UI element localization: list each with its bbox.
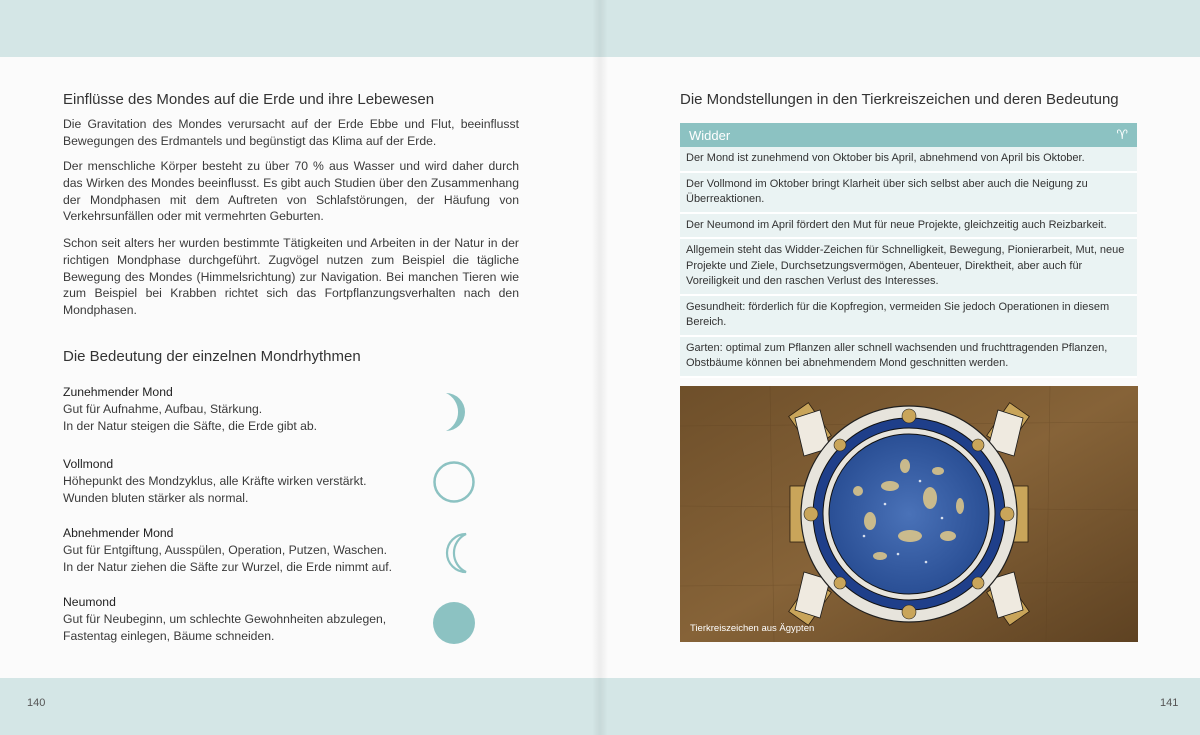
table-row: Gesundheit: förderlich für die Kopfregion, vermeiden Sie jedoch Operationen in diesem Bereich. xyxy=(680,296,1137,337)
table-title: Widder xyxy=(689,127,731,143)
photo-caption: Tierkreiszeichen aus Ägypten xyxy=(690,623,815,634)
full-moon-icon xyxy=(432,460,476,504)
table-header xyxy=(680,123,1137,147)
rhythm-title: Vollmond xyxy=(63,457,114,471)
waning-moon-icon xyxy=(432,531,476,575)
rhythm-full xyxy=(63,456,423,506)
rhythm-line: Gut für Neubeginn, um schlechte Gewohnheiten abzulegen, xyxy=(63,611,387,626)
waxing-moon-icon xyxy=(432,390,476,434)
zodiac-table xyxy=(680,123,1137,378)
table-row: Der Mond ist zunehmend von Oktober bis April, abnehmend von April bis Oktober. xyxy=(680,147,1137,173)
table-row: Garten: optimal zum Pflanzen aller schnell wachsenden und fruchttragenden Pflanzen, Obstbäume können bei abnehmendem Mond geschnitten werden. xyxy=(680,337,1137,378)
rhythm-title: Abnehmender Mond xyxy=(63,526,174,540)
rhythm-line: Fastentag einlegen, Bäume schneiden. xyxy=(63,628,275,643)
rhythm-waning xyxy=(63,525,423,575)
aries-symbol-icon: ♈ xyxy=(1116,127,1128,143)
table-row: Der Vollmond im Oktober bringt Klarheit über sich selbst aber auch die Neigung zu Überreaktionen. xyxy=(680,173,1137,214)
right-heading: Die Mondstellungen in den Tierkreiszeichen und deren Bedeutung xyxy=(680,91,1119,108)
paragraph-3: Schon seit alters her wurden bestimmte Tätigkeiten und Arbeiten in der Natur in der richtigen Mondphase durchgeführt. Zugvögel nutzen zum Beispiel die tägliche Bewegung des Mondes (Himmelsrichtung) zur Navigation. Bei manchen Tieren wie zum Beispiel bei Krabben richtet sich das Fortpflanzungsverhalten nach den Mondphasen. xyxy=(63,236,519,318)
rhythm-title: Zunehmender Mond xyxy=(63,385,173,399)
new-moon-icon xyxy=(432,601,476,645)
book-gutter xyxy=(592,0,608,735)
rhythm-line: Wunden bluten stärker als normal. xyxy=(63,490,249,505)
rhythms-heading: Die Bedeutung der einzelnen Mondrhythmen xyxy=(63,348,361,365)
page-number-left: 140 xyxy=(27,697,46,709)
rhythm-line: Höhepunkt des Mondzyklus, alle Kräfte wirken verstärkt. xyxy=(63,473,367,488)
egyptian-zodiac-photo xyxy=(680,386,1138,642)
paragraph-2: Der menschliche Körper besteht zu über 70 % aus Wasser und wird daher durch das Wirken des Mondes beeinflusst. Es gibt auch Studien über den Zusammenhang der Mondphasen mit dem Auftreten von Schlafstörungen, der Häufung von Verkehrsunfällen oder mit vermehrten Geburten. xyxy=(63,159,519,224)
rhythm-waxing xyxy=(63,384,423,434)
rhythm-line: In der Natur ziehen die Säfte zur Wurzel, die Erde nimmt auf. xyxy=(63,559,392,574)
paragraph-1: Die Gravitation des Mondes verursacht auf der Erde Ebbe und Flut, beeinflusst Bewegungen des Erdmantels und begünstigt das Klima auf der Erde. xyxy=(63,117,519,148)
rhythm-line: Gut für Entgiftung, Ausspülen, Operation, Putzen, Waschen. xyxy=(63,542,388,557)
rhythm-line: Gut für Aufnahme, Aufbau, Stärkung. xyxy=(63,401,263,416)
left-heading: Einflüsse des Mondes auf die Erde und ihre Lebewesen xyxy=(63,91,435,108)
table-row: Allgemein steht das Widder-Zeichen für Schnelligkeit, Bewegung, Pionierarbeit, Mut, neue Projekte und Ziele, Durchsetzungsvermögen, Abenteuer, Direktheit, aber auch für Voreiligkeit und den raschen Verlust des Interesses. xyxy=(680,239,1137,296)
rhythm-title: Neumond xyxy=(63,595,116,609)
rhythm-line: In der Natur steigen die Säfte, die Erde gibt ab. xyxy=(63,418,318,433)
page-number-right: 141 xyxy=(1160,697,1179,709)
table-row: Der Neumond im April fördert den Mut für neue Projekte, gleichzeitig auch Reizbarkeit. xyxy=(680,214,1137,240)
rhythm-new xyxy=(63,594,423,644)
